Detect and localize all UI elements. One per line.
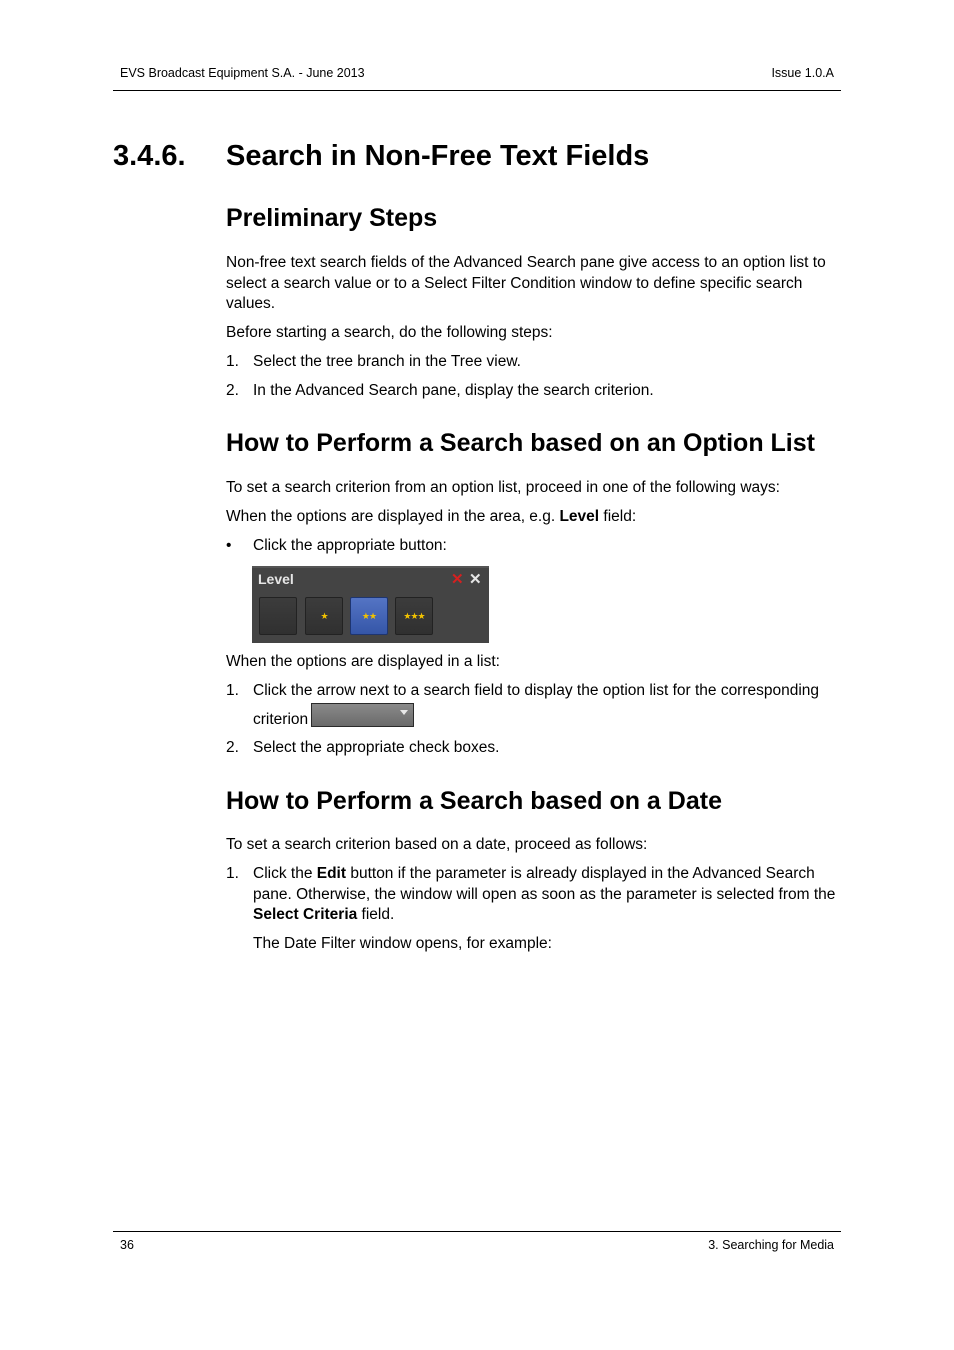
option-step2-text: Select the appropriate check boxes.: [253, 739, 500, 756]
footer-rule: [113, 1231, 841, 1232]
bullet-symbol: •: [226, 537, 232, 554]
option-step1-text: Click the arrow next to a search field to display the option list for the corresponding: [253, 682, 820, 699]
close-icon[interactable]: ✕: [469, 571, 482, 588]
prelim-step1-num: 1.: [226, 353, 239, 370]
level-button-2-star[interactable]: ★★: [350, 597, 388, 635]
prelim-heading: Preliminary Steps: [226, 204, 438, 232]
level-title: Level: [258, 571, 294, 587]
footer-chapter: 3. Searching for Media: [708, 1238, 834, 1252]
chevron-down-icon[interactable]: [400, 710, 408, 715]
footer-page-number: 36: [120, 1238, 134, 1252]
option-para1: To set a search criterion from an option list, proceed in one of the following ways:: [226, 479, 780, 496]
date-step1-num: 1.: [226, 865, 239, 882]
header-right: Issue 1.0.A: [771, 66, 834, 80]
prelim-para1: Non-free text search fields of the Advanced Search pane give access to an option list to select a search value or to a Select Filter Condition window to define specific search values.: [226, 254, 826, 312]
option-step1-num: 1.: [226, 682, 239, 699]
section-title: Search in Non-Free Text Fields: [226, 140, 650, 172]
date-para1: To set a search criterion based on a date, proceed as follows:: [226, 836, 648, 853]
option-para3: When the options are displayed in a list:: [226, 653, 500, 670]
header-left: EVS Broadcast Equipment S.A. - June 2013: [120, 66, 365, 80]
level-button-none[interactable]: [259, 597, 297, 635]
prelim-step2-num: 2.: [226, 382, 239, 399]
option-step2-num: 2.: [226, 739, 239, 756]
date-heading: How to Perform a Search based on a Date: [226, 787, 722, 815]
prelim-step1-text: Select the tree branch in the Tree view.: [253, 353, 521, 370]
prelim-step2-text: In the Advanced Search pane, display the search criterion.: [253, 382, 654, 399]
option-dropdown[interactable]: [311, 703, 414, 727]
date-step1-text: Click the Edit button if the parameter is already displayed in the Advanced Search pane. Otherwise, the window will open as soon as the parameter is selected from the Select Criteria field.: [253, 865, 836, 923]
level-button-1-star[interactable]: ★: [305, 597, 343, 635]
bullet-text: Click the appropriate button:: [253, 537, 447, 554]
prelim-para2: Before starting a search, do the following steps:: [226, 324, 553, 341]
option-para2: When the options are displayed in the area, e.g. Level field:: [226, 508, 637, 525]
date-step-note: The Date Filter window opens, for example:: [253, 935, 552, 952]
header-rule: [113, 90, 841, 91]
level-widget: [252, 566, 489, 643]
option-heading: How to Perform a Search based on an Option List: [226, 429, 815, 457]
clear-icon[interactable]: ✕: [451, 571, 464, 588]
level-button-3-star[interactable]: ★★★: [395, 597, 433, 635]
option-step1-text2: criterion: [253, 711, 309, 728]
section-number: 3.4.6.: [113, 140, 186, 172]
